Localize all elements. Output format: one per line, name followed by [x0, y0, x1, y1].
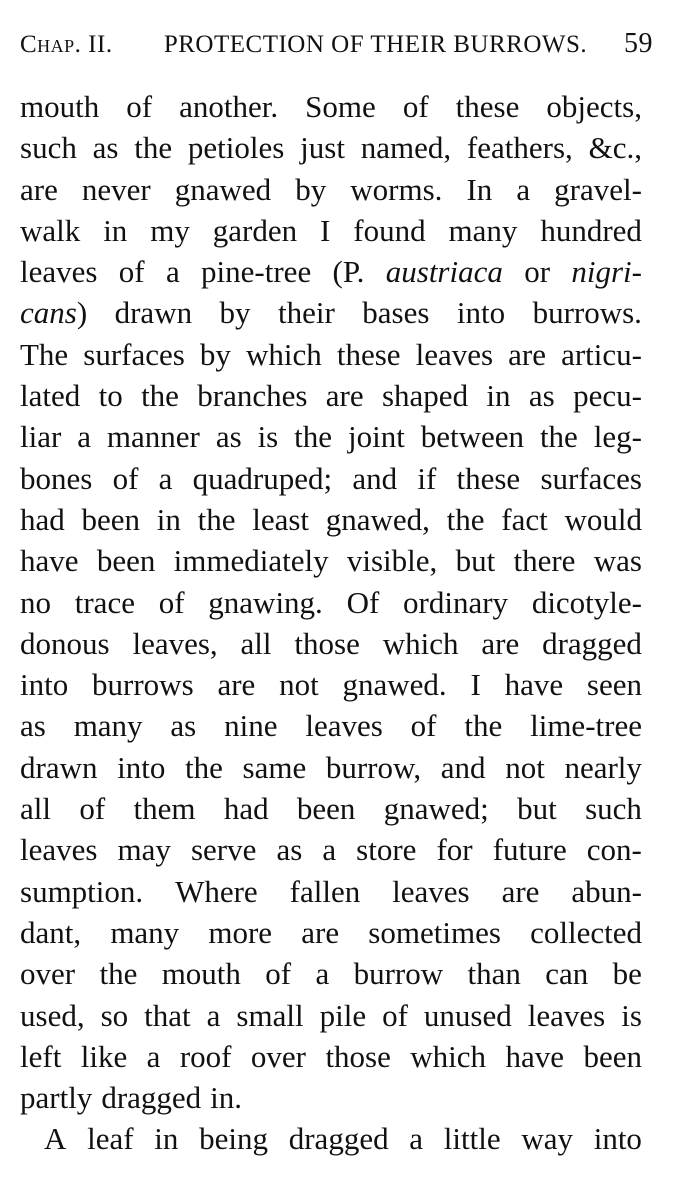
word: into: [117, 749, 166, 785]
chapter-title: PROTECTION OF THEIR BURROWS.: [163, 31, 588, 58]
word: are: [481, 625, 520, 661]
word: no: [20, 584, 51, 620]
word: a: [315, 956, 330, 992]
word: a: [322, 832, 337, 868]
word: of: [382, 997, 408, 1033]
word: nigri-: [571, 254, 642, 290]
word: the: [539, 419, 578, 455]
text-line: [20, 416, 642, 457]
word: are: [501, 873, 540, 909]
word: have: [20, 543, 79, 579]
word: visible,: [346, 543, 438, 579]
word: A: [44, 1121, 67, 1157]
word: of: [410, 708, 437, 744]
word: their: [278, 295, 335, 331]
word: The: [20, 336, 69, 372]
text-line: [20, 1077, 642, 1118]
word: gnawed: [174, 171, 272, 207]
text-line: [20, 499, 642, 540]
word: roof: [179, 1038, 232, 1074]
word: of: [79, 791, 106, 827]
word: the: [294, 419, 333, 455]
word: like: [80, 1038, 128, 1074]
text-line: [20, 458, 642, 499]
text-line: [20, 623, 642, 664]
word: are: [508, 336, 547, 372]
word: gnawed,: [325, 501, 430, 537]
word: leaves: [415, 336, 494, 372]
word: in: [103, 212, 128, 248]
word: hundred: [540, 212, 642, 248]
word: into: [456, 295, 506, 331]
word: into: [20, 667, 69, 703]
word: as: [92, 130, 119, 166]
word: more: [208, 914, 273, 950]
word: in.: [210, 1080, 243, 1116]
word: so: [100, 997, 129, 1033]
word: seen: [586, 667, 642, 703]
word: being: [199, 1121, 269, 1157]
word: was: [593, 543, 642, 579]
word: into: [593, 1121, 642, 1157]
running-head: [20, 28, 653, 60]
word: Where: [175, 873, 258, 909]
word: nine: [224, 708, 278, 744]
word: for: [436, 832, 473, 868]
word: which: [246, 336, 322, 372]
word: if: [417, 460, 437, 496]
word: burrow,: [325, 749, 422, 785]
word: unused: [423, 997, 512, 1033]
word: as: [276, 832, 303, 868]
word: been: [296, 791, 356, 827]
word: dant,: [20, 914, 82, 950]
word: been: [96, 543, 156, 579]
word: pecu-: [573, 378, 642, 414]
word: dragged: [101, 1080, 202, 1116]
word: that: [144, 997, 191, 1033]
text-line: [20, 1036, 642, 1077]
word: feathers,: [466, 130, 573, 166]
word: are: [20, 171, 58, 207]
word: all: [240, 625, 272, 661]
chapter-label: Chap. II.: [20, 31, 113, 58]
word: a: [409, 1121, 424, 1157]
word: quadruped;: [192, 460, 333, 496]
word: had: [20, 501, 65, 537]
word: leaves: [392, 873, 470, 909]
word: burrow: [353, 956, 444, 992]
word: small: [236, 997, 304, 1033]
word: a: [158, 460, 173, 496]
word: leaves,: [132, 625, 218, 661]
word: by: [295, 171, 327, 207]
word: are: [217, 667, 256, 703]
word: nearly: [564, 749, 642, 785]
word: never: [81, 171, 151, 207]
word: or: [524, 254, 551, 290]
word: are: [325, 378, 364, 414]
word: such: [585, 791, 642, 827]
word: is: [621, 997, 642, 1033]
text-line: [20, 210, 642, 251]
text-line: [20, 995, 642, 1036]
word: named,: [360, 130, 452, 166]
word: a: [146, 1038, 161, 1074]
word: same: [242, 749, 307, 785]
word: gravel-: [554, 171, 642, 207]
word: shaped: [381, 378, 469, 414]
word: mouth: [20, 89, 100, 124]
word: burrows: [92, 667, 194, 703]
word: had: [223, 791, 269, 827]
word: these: [456, 460, 521, 496]
text-line: [20, 582, 642, 623]
word: be: [612, 956, 642, 992]
word: store: [356, 832, 417, 868]
word: I: [320, 212, 331, 248]
word: collected: [530, 914, 642, 950]
word: dragged: [542, 625, 642, 661]
word: liar: [20, 419, 62, 455]
word: just: [300, 130, 345, 166]
text-line: [20, 251, 642, 292]
word: are: [301, 914, 340, 950]
word: the: [446, 501, 485, 537]
word: which: [382, 625, 459, 661]
word: future: [492, 832, 567, 868]
word: of: [112, 460, 139, 496]
word: but: [455, 543, 496, 579]
word: In: [466, 171, 493, 207]
word: objects,: [546, 89, 642, 124]
word: of: [126, 89, 153, 124]
word: been: [583, 1038, 642, 1074]
text-line: [20, 788, 642, 829]
word: bones: [20, 460, 93, 496]
text-line: [20, 705, 642, 746]
word: least: [252, 501, 310, 537]
word: sometimes: [368, 914, 501, 950]
word: them: [133, 791, 196, 827]
word: the: [197, 501, 236, 537]
word: not: [505, 749, 545, 785]
word: burrows.: [532, 295, 642, 331]
word: garden: [212, 212, 298, 248]
word: lime-tree: [530, 708, 642, 744]
word: articu-: [561, 336, 642, 372]
word: to: [98, 378, 123, 414]
word: leaves: [527, 997, 606, 1033]
word: gnawed.: [342, 667, 447, 703]
word: surfaces: [83, 336, 185, 372]
word: many: [448, 212, 518, 248]
word: surfaces: [540, 460, 642, 496]
word: another.: [179, 89, 279, 124]
word: as: [215, 419, 242, 455]
word: a: [206, 997, 221, 1033]
word: between: [420, 419, 525, 455]
word: used,: [20, 997, 85, 1033]
text-line: [20, 912, 642, 953]
text-line: [20, 169, 642, 210]
word: those: [325, 1038, 391, 1074]
word: a: [165, 254, 180, 290]
word: leaves: [305, 708, 383, 744]
word: drawn: [20, 749, 98, 785]
word: gnawed;: [383, 791, 489, 827]
word: by: [199, 336, 231, 372]
word: walk: [20, 212, 81, 248]
word: been: [81, 501, 141, 537]
word: cans): [20, 295, 88, 331]
word: of: [265, 956, 292, 992]
word: leg-: [593, 419, 642, 455]
word: which: [410, 1038, 487, 1074]
word: my: [150, 212, 190, 248]
word: way: [521, 1121, 573, 1157]
word: can: [545, 956, 589, 992]
word: but: [517, 791, 557, 827]
word: pile: [319, 997, 367, 1033]
word: gnawing.: [208, 584, 323, 620]
word: (P.: [332, 254, 365, 290]
word: many: [110, 914, 180, 950]
word: not: [279, 667, 319, 703]
word: in: [486, 378, 511, 414]
word: leaves: [20, 832, 98, 868]
word: pine-tree: [201, 254, 312, 290]
word: joint: [347, 419, 405, 455]
word: leaves: [20, 254, 98, 290]
text-line: [20, 127, 642, 168]
word: as: [528, 378, 555, 414]
word: little: [443, 1121, 501, 1157]
word: over: [20, 956, 76, 992]
word: ordinary: [403, 584, 509, 620]
word: a: [77, 419, 91, 455]
word: sumption.: [20, 873, 144, 909]
text-line: [20, 829, 642, 870]
word: donous: [20, 625, 110, 661]
word: mouth: [161, 956, 241, 992]
word: manner: [106, 419, 200, 455]
text-line: [20, 86, 642, 127]
word: and: [352, 460, 398, 496]
word: Some: [305, 89, 376, 124]
word: would: [564, 501, 642, 537]
word: immediately: [173, 543, 329, 579]
word: the: [99, 956, 138, 992]
word: the: [185, 749, 223, 785]
text-line: [20, 334, 642, 375]
word: Of: [346, 584, 380, 620]
word: con-: [586, 832, 642, 868]
word: is: [257, 419, 279, 455]
word: austriaca: [385, 254, 503, 290]
word: branches: [197, 378, 308, 414]
word: as: [170, 708, 197, 744]
word: dicotyle-: [531, 584, 642, 620]
word: abun-: [571, 873, 642, 909]
word: &c.,: [588, 130, 642, 166]
word: these: [336, 336, 401, 372]
word: drawn: [114, 295, 193, 331]
word: may: [117, 832, 171, 868]
word: petioles: [187, 130, 285, 166]
word: in: [154, 1121, 179, 1157]
word: have: [504, 667, 564, 703]
word: have: [505, 1038, 565, 1074]
word: in: [156, 501, 181, 537]
word: all: [20, 791, 51, 827]
word: bases: [362, 295, 430, 331]
word: left: [20, 1038, 62, 1074]
word: these: [455, 89, 520, 124]
word: and: [440, 749, 486, 785]
word: leaf: [87, 1121, 134, 1157]
word: found: [353, 212, 426, 248]
word: the: [141, 378, 179, 414]
page-number: 59: [624, 28, 653, 59]
word: those: [294, 625, 360, 661]
word: many: [73, 708, 143, 744]
word: of: [158, 584, 185, 620]
text-line: [20, 664, 642, 705]
word: fallen: [289, 873, 361, 909]
text-line: [20, 871, 642, 912]
text-line: [20, 540, 642, 581]
word: fact: [501, 501, 548, 537]
word: a: [516, 171, 531, 207]
text-line: [20, 292, 642, 333]
word: over: [250, 1038, 307, 1074]
word: I: [470, 667, 481, 703]
word: than: [467, 956, 521, 992]
word: of: [118, 254, 145, 290]
text-line: [20, 1118, 642, 1159]
word: of: [402, 89, 429, 124]
word: trace: [74, 584, 135, 620]
word: there: [513, 543, 576, 579]
word: dragged: [288, 1121, 389, 1157]
text-line: [20, 747, 642, 788]
word: such: [20, 130, 77, 166]
word: serve: [190, 832, 257, 868]
word: the: [134, 130, 173, 166]
word: partly: [20, 1080, 93, 1116]
word: worms.: [350, 171, 443, 207]
word: as: [20, 708, 46, 744]
text-line: [20, 953, 642, 994]
word: lated: [20, 378, 81, 414]
word: by: [219, 295, 251, 331]
text-line: [20, 375, 642, 416]
word: the: [464, 708, 503, 744]
body-text: [20, 86, 642, 1160]
